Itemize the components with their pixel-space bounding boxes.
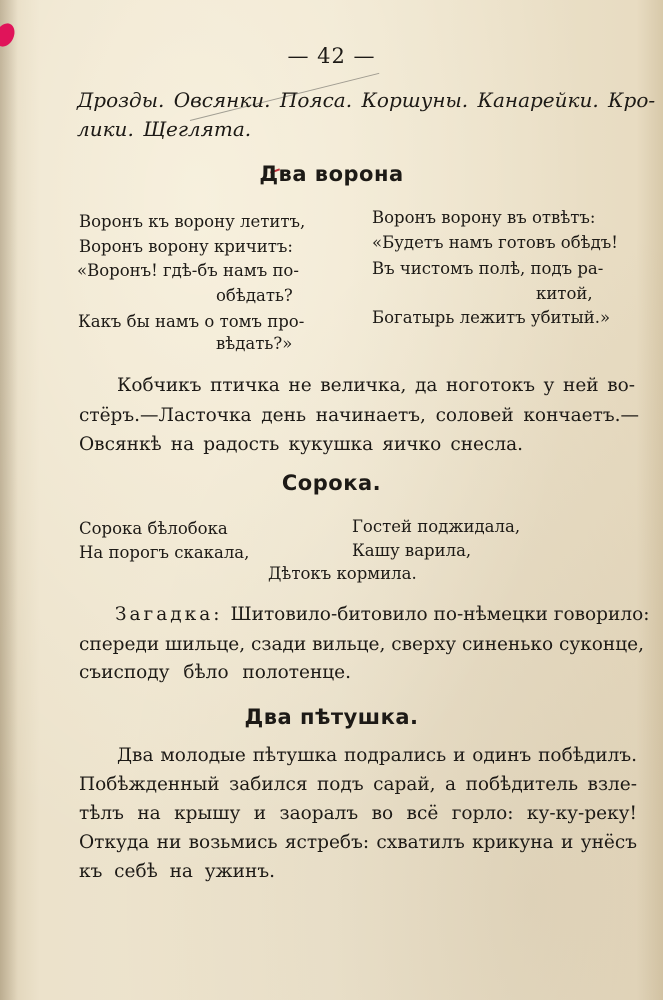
prose-line: стёръ.—Ласточка день начинаетъ, соловей кончаетъ.— — [79, 405, 639, 426]
verse-line: обѣдать? — [216, 286, 293, 305]
verse-line: «Будетъ намъ готовъ обѣдъ! — [372, 233, 618, 252]
verse-line: Сорока бѣлобока — [79, 519, 228, 538]
verse-line: вѣдать?» — [216, 334, 293, 353]
bird-list-line-2: лики. Щеглята. — [77, 117, 252, 141]
riddle-label: Загадка: — [115, 604, 223, 625]
riddle-text: Шитовило-битовило по-нѣмецки говорило: — [230, 604, 650, 625]
verse-line: Гостей поджидала, — [352, 517, 521, 536]
prose-line: Откуда ни возьмись ястребъ: схватилъ крикуна и унёсъ — [79, 832, 637, 853]
verse-line: Воронъ ворону кричитъ: — [79, 237, 293, 256]
prose-line: Побѣжденный забился подъ сарай, а побѣдитель взле- — [79, 774, 637, 795]
heading-magpie: Сорока. — [281, 471, 382, 495]
verse-line: Кашу варила, — [352, 541, 472, 560]
prose-line: Овсянкѣ на радость кукушка яичко снесла. — [79, 434, 523, 455]
page-number: — 42 — — [287, 44, 376, 68]
prose-line: спереди шильце, сзади вильце, сверху синенько суконце, — [79, 634, 644, 655]
binding-shadow — [0, 0, 18, 1000]
verse-line: «Воронъ! гдѣ-бъ намъ по- — [77, 261, 299, 280]
verse-line: Какъ бы намъ о томъ про- — [78, 312, 305, 331]
riddle-line-1 — [115, 604, 650, 625]
verse-line: Воронъ къ ворону летитъ, — [79, 212, 306, 231]
bird-list-line-1: Дрозды. Овсянки. Пояса. Коршуны. Канарейки. Кро- — [77, 88, 656, 112]
verse-line: Богатырь лежитъ убитый.» — [372, 308, 611, 327]
verse-line: Воронъ ворону въ отвѣтъ: — [372, 208, 596, 227]
verse-line: На порогъ скакала, — [79, 543, 250, 562]
verse-line: Дѣтокъ кормила. — [268, 564, 417, 583]
prose-line: Два молодые пѣтушка подрались и одинъ побѣдилъ. — [117, 745, 637, 766]
verse-line: Въ чистомъ полѣ, подъ ра- — [372, 259, 604, 278]
prose-line: къ себѣ на ужинъ. — [79, 861, 275, 882]
heading-two-roosters: Два пѣтушка. — [244, 705, 419, 729]
prose-line: тѣлъ на крышу и заоралъ во всё горло: ку-ку-реку! — [79, 803, 637, 824]
heading-two-ravens: Два ворона — [259, 162, 404, 186]
prose-line: Кобчикъ птичка не величка, да ноготокъ у ней во- — [117, 375, 635, 396]
prose-line: съисподу бѣло полотенце. — [79, 662, 351, 683]
verse-line: китой, — [536, 284, 593, 303]
